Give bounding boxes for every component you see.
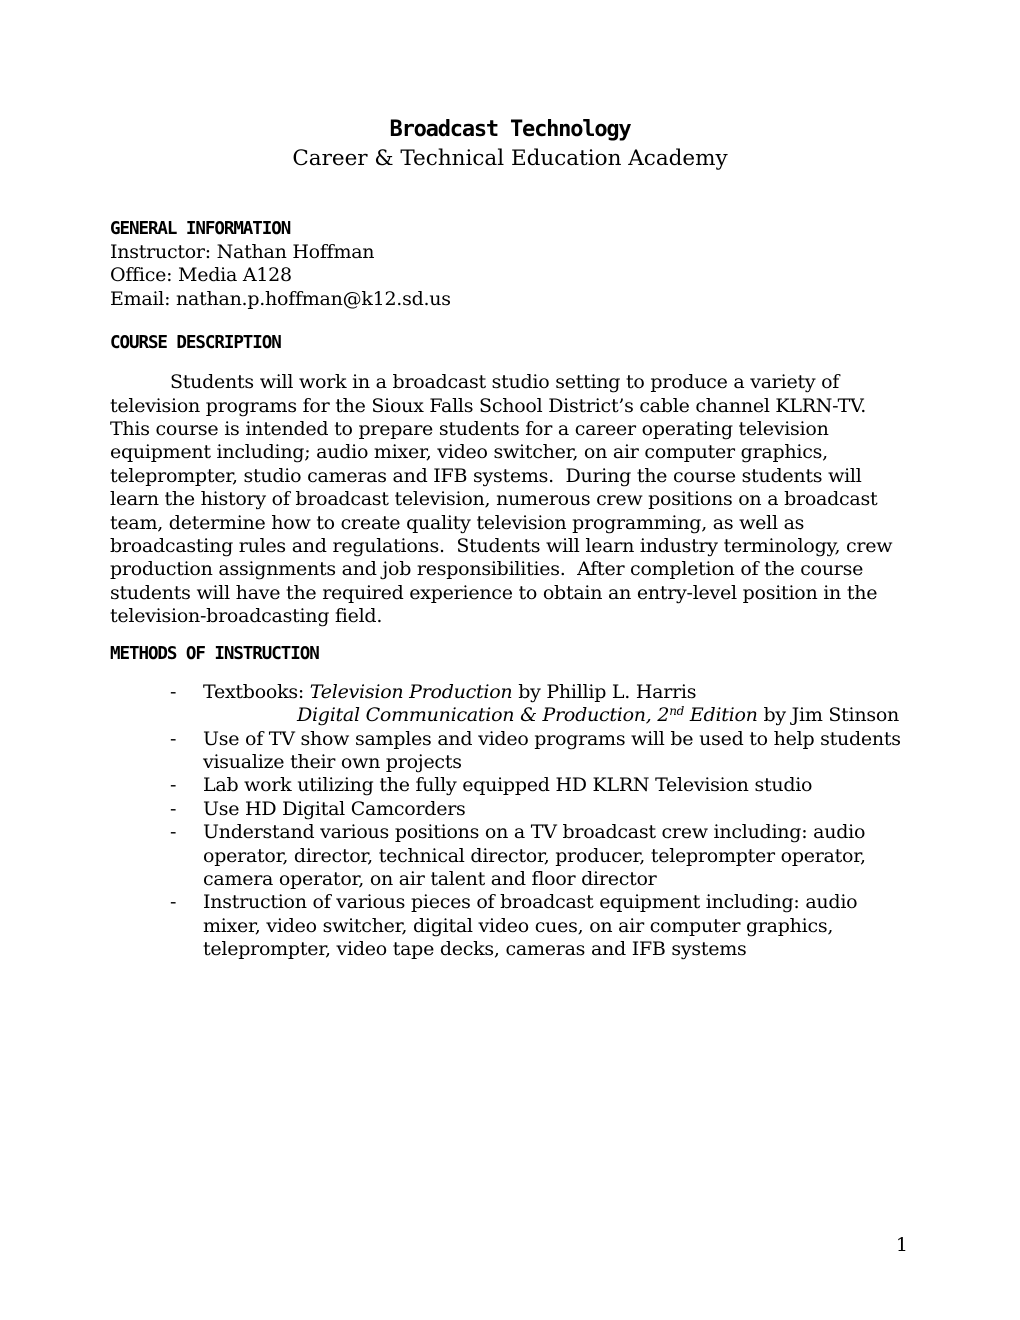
- dash-bullet: -: [170, 774, 177, 797]
- general-information-heading: GENERAL INFORMATION: [110, 219, 291, 239]
- methods-list: [110, 681, 910, 962]
- book2-author: by Jim Stinson: [757, 704, 900, 727]
- book2-line: [203, 704, 910, 727]
- list-item-text: Instruction of various pieces of broadcast equipment including: audio mixer, video switcher, digital video cues, on air computer graphics, teleprompter, video tape decks, cameras and IFB systems: [203, 891, 864, 961]
- dash-bullet: -: [170, 891, 177, 914]
- course-description-paragraph: Students will work in a broadcast studio setting to produce a variety of television programs for the Sioux Falls School District’s cable channel KLRN-TV. This course is intended to prepare students for a career operating television equipment including; audio mixer, video switcher, on air computer graphics, teleprompter, studio cameras and IFB systems. During the course students will learn the history of broadcast television, numerous crew positions on a broadcast team, determine how to create quality television programming, as well as broadcasting rules and regulations. Students will learn industry terminology, crew production assignments and job responsibilities. After completion of the course students will have the required experience to obtain an entry-level position in the television-broadcasting field.: [110, 371, 899, 628]
- textbooks-label: Textbooks:: [203, 680, 310, 703]
- book1-author: by Phillip L. Harris: [512, 680, 697, 703]
- list-item: [170, 891, 910, 961]
- document-subtitle: Career & Technical Education Academy: [292, 146, 728, 171]
- list-item: [170, 821, 910, 891]
- list-item: [170, 798, 910, 821]
- office-line: Office: Media A128: [110, 264, 292, 287]
- dash-bullet: -: [170, 797, 177, 820]
- page-number: 1: [895, 1234, 908, 1256]
- list-item-text: Lab work utilizing the fully equipped HD KLRN Television studio: [203, 774, 813, 797]
- list-item-text: Use of TV show samples and video programs will be used to help students visualize their own projects: [203, 727, 907, 773]
- instructor-line: Instructor: Nathan Hoffman: [110, 241, 375, 263]
- list-item-text: Use HD Digital Camcorders: [203, 797, 466, 820]
- email-line: Email: nathan.p.hoffman@k12.sd.us: [110, 287, 451, 310]
- list-item-textbooks: [170, 681, 910, 728]
- document-title: Broadcast Technology: [389, 117, 631, 142]
- book2-title-post: Edition: [684, 704, 758, 727]
- section-methods-of-instruction: [110, 643, 910, 962]
- dash-bullet: -: [170, 727, 177, 750]
- list-item-text: Understand various positions on a TV broadcast crew including: audio operator, director, technical director, producer, teleprompter operator, camera operator, on air talent and floor director: [203, 821, 872, 890]
- methods-of-instruction-heading: METHODS OF INSTRUCTION: [110, 643, 319, 664]
- dash-bullet: -: [170, 680, 177, 703]
- book1-title: Television Production: [309, 680, 513, 703]
- section-course-description: [110, 332, 910, 628]
- dash-bullet: -: [170, 821, 177, 844]
- list-item: [170, 728, 910, 775]
- course-description-heading: COURSE DESCRIPTION: [110, 333, 281, 354]
- book2-title-pre: Digital Communication & Production, 2: [297, 704, 670, 727]
- textbooks-text: [203, 681, 910, 728]
- book2-ordinal-superscript: nd: [669, 704, 685, 719]
- list-item: [170, 774, 910, 797]
- section-general-information: [110, 218, 910, 311]
